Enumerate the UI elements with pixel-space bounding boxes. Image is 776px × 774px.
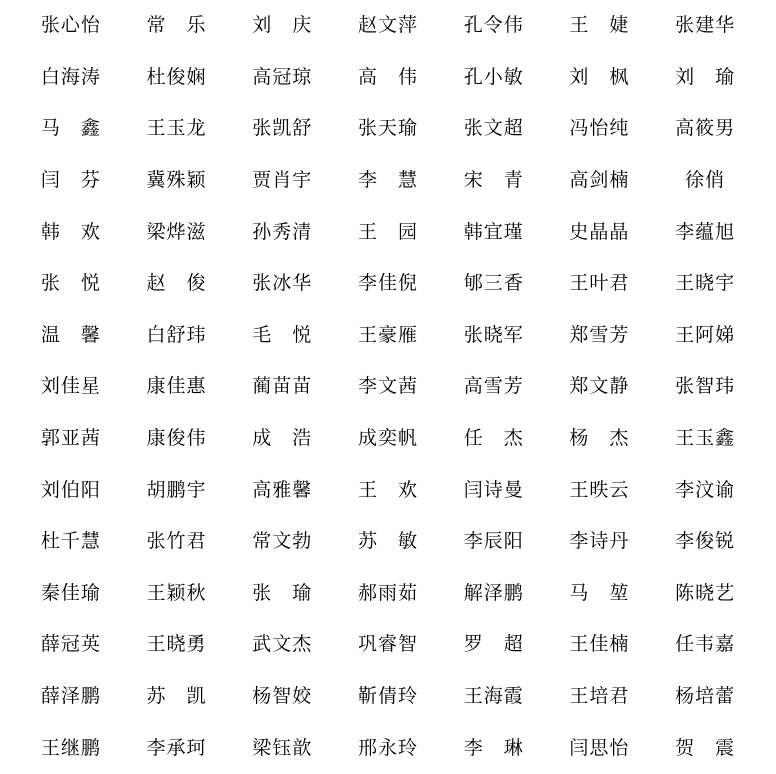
name-cell: 梁钰歆 xyxy=(252,737,313,759)
table-row xyxy=(18,258,758,310)
name-cell: 宋 青 xyxy=(463,170,524,192)
name-cell: 白舒玮 xyxy=(146,324,207,346)
name-cell: 武文杰 xyxy=(252,634,313,656)
name-cell: 郑雪芳 xyxy=(569,324,630,346)
name-cell: 韩宜瑾 xyxy=(463,221,524,243)
name-cell: 毛 悦 xyxy=(252,324,313,346)
name-cell: 闫 芬 xyxy=(40,170,101,192)
name-cell: 王晓勇 xyxy=(146,634,207,656)
name-cell: 高剑楠 xyxy=(569,170,630,192)
name-cell: 郭亚茜 xyxy=(40,428,101,450)
name-cell: 邢永玲 xyxy=(357,737,418,759)
name-cell: 罗 超 xyxy=(463,634,524,656)
name-cell: 杨培蕾 xyxy=(675,686,736,708)
name-cell: 李诗丹 xyxy=(569,531,630,553)
name-cell: 马 鑫 xyxy=(40,118,101,140)
name-cell: 闫诗曼 xyxy=(463,479,524,501)
name-cell: 张凯舒 xyxy=(252,118,313,140)
name-cell: 杨智姣 xyxy=(252,686,313,708)
name-cell: 任韦嘉 xyxy=(675,634,736,656)
name-cell: 苏 凯 xyxy=(146,686,207,708)
name-cell: 高雅馨 xyxy=(252,479,313,501)
name-cell: 郑文静 xyxy=(569,376,630,398)
name-cell: 张文超 xyxy=(463,118,524,140)
name-cell: 王 欢 xyxy=(357,479,418,501)
name-cell: 高 伟 xyxy=(357,66,418,88)
name-cell: 陈晓艺 xyxy=(675,582,736,604)
name-cell: 李 琳 xyxy=(463,737,524,759)
name-cell: 刘 瑜 xyxy=(675,66,736,88)
name-cell: 马 堃 xyxy=(569,582,630,604)
name-cell: 孙秀清 xyxy=(252,221,313,243)
name-cell: 康佳惠 xyxy=(146,376,207,398)
table-row xyxy=(18,155,758,207)
name-cell: 杜千慧 xyxy=(40,531,101,553)
name-cell: 李辰阳 xyxy=(463,531,524,553)
name-cell: 王继鹏 xyxy=(40,737,101,759)
table-row xyxy=(18,0,758,52)
name-cell: 靳倩玲 xyxy=(357,686,418,708)
name-cell: 李文茜 xyxy=(357,376,418,398)
name-cell: 蔺苗苗 xyxy=(252,376,313,398)
name-cell: 贾肖宇 xyxy=(252,170,313,192)
name-cell: 张建华 xyxy=(675,15,736,37)
name-cell: 王玉鑫 xyxy=(675,428,736,450)
name-cell: 康俊伟 xyxy=(146,428,207,450)
name-cell: 郇三香 xyxy=(463,273,524,295)
name-cell: 王 婕 xyxy=(569,15,630,37)
table-row xyxy=(18,310,758,362)
name-cell: 王晓宇 xyxy=(675,273,736,295)
name-cell: 韩 欢 xyxy=(40,221,101,243)
name-cell: 王佳楠 xyxy=(569,634,630,656)
name-cell: 高冠琼 xyxy=(252,66,313,88)
name-cell: 孔小敏 xyxy=(463,66,524,88)
table-row xyxy=(18,361,758,413)
name-cell: 史晶晶 xyxy=(569,221,630,243)
name-cell: 解泽鹏 xyxy=(463,582,524,604)
name-cell: 张天瑜 xyxy=(357,118,418,140)
name-cell: 郝雨茹 xyxy=(357,582,418,604)
table-row xyxy=(18,464,758,516)
name-cell: 苏 敏 xyxy=(357,531,418,553)
name-cell: 胡鹏宇 xyxy=(146,479,207,501)
table-row xyxy=(18,103,758,155)
name-cell: 高雪芳 xyxy=(463,376,524,398)
name-cell: 刘 庆 xyxy=(252,15,313,37)
table-row xyxy=(18,671,758,723)
name-cell: 闫思怡 xyxy=(569,737,630,759)
name-cell: 王海霞 xyxy=(463,686,524,708)
table-row xyxy=(18,619,758,671)
name-cell: 张冰华 xyxy=(252,273,313,295)
name-cell: 张 悦 xyxy=(40,273,101,295)
name-cell: 杜俊娴 xyxy=(146,66,207,88)
name-cell: 薛冠英 xyxy=(40,634,101,656)
table-row xyxy=(18,413,758,465)
name-cell: 王昳云 xyxy=(569,479,630,501)
name-cell: 赵 俊 xyxy=(146,273,207,295)
table-row xyxy=(18,722,758,774)
name-cell: 张竹君 xyxy=(146,531,207,553)
name-cell: 梁烨滋 xyxy=(146,221,207,243)
name-cell: 常文勃 xyxy=(252,531,313,553)
name-cell: 李承珂 xyxy=(146,737,207,759)
name-cell: 常 乐 xyxy=(146,15,207,37)
name-cell: 孔令伟 xyxy=(463,15,524,37)
name-cell: 王颖秋 xyxy=(146,582,207,604)
name-cell: 徐俏 xyxy=(685,170,726,192)
name-cell: 赵文萍 xyxy=(357,15,418,37)
name-cell: 王培君 xyxy=(569,686,630,708)
name-cell: 张晓军 xyxy=(463,324,524,346)
name-cell: 薛泽鹏 xyxy=(40,686,101,708)
table-row xyxy=(18,516,758,568)
name-cell: 王豪雁 xyxy=(357,324,418,346)
name-cell: 任 杰 xyxy=(463,428,524,450)
name-cell: 巩睿智 xyxy=(357,634,418,656)
name-cell: 王阿娣 xyxy=(675,324,736,346)
name-cell: 李汶谕 xyxy=(675,479,736,501)
name-cell: 刘 枫 xyxy=(569,66,630,88)
name-cell: 李 慧 xyxy=(357,170,418,192)
name-cell: 秦佳瑜 xyxy=(40,582,101,604)
name-cell: 张智玮 xyxy=(675,376,736,398)
name-cell: 李佳倪 xyxy=(357,273,418,295)
name-cell: 李蕴旭 xyxy=(675,221,736,243)
name-cell: 刘伯阳 xyxy=(40,479,101,501)
name-cell: 贺 震 xyxy=(675,737,736,759)
table-row xyxy=(18,52,758,104)
name-cell: 张 瑜 xyxy=(252,582,313,604)
table-row xyxy=(18,206,758,258)
name-cell: 冀殊颖 xyxy=(146,170,207,192)
name-cell: 成 浩 xyxy=(252,428,313,450)
name-cell: 冯怡纯 xyxy=(569,118,630,140)
name-cell: 高筱男 xyxy=(675,118,736,140)
name-cell: 王 园 xyxy=(357,221,418,243)
name-cell: 张心怡 xyxy=(40,15,101,37)
name-cell: 杨 杰 xyxy=(569,428,630,450)
name-cell: 白海涛 xyxy=(40,66,101,88)
table-row xyxy=(18,568,758,620)
name-cell: 王玉龙 xyxy=(146,118,207,140)
name-cell: 李俊锐 xyxy=(675,531,736,553)
name-cell: 成奕帆 xyxy=(357,428,418,450)
name-cell: 刘佳星 xyxy=(40,376,101,398)
name-cell: 温 馨 xyxy=(40,324,101,346)
name-cell: 王叶君 xyxy=(569,273,630,295)
